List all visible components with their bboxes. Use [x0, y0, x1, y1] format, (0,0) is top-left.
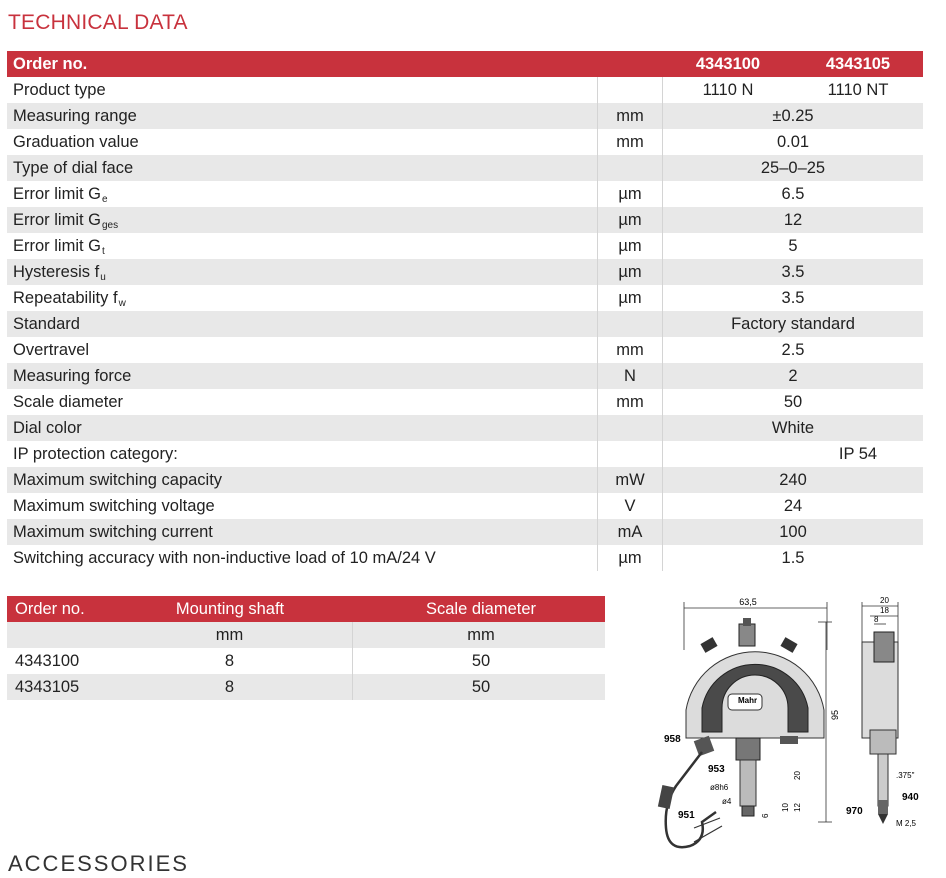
row-label: [13, 103, 137, 129]
row-label: [13, 207, 118, 233]
row-label: [13, 389, 123, 415]
header-order-no: Order no.: [13, 54, 88, 73]
next-section-heading: [8, 851, 189, 876]
row-unit: [597, 311, 663, 337]
table-header-row: [7, 51, 923, 77]
row-value: 3.5: [781, 288, 805, 307]
mount-cell-scale: 50: [471, 677, 491, 696]
mount-header-shaft: Mounting shaft: [175, 599, 285, 618]
row-value: 3.5: [781, 262, 805, 281]
row-unit: µm: [597, 181, 663, 207]
table-row: [7, 545, 923, 571]
row-unit: N: [597, 363, 663, 389]
mount-cell-order: 4343100: [15, 651, 80, 670]
mount-cell-scale: 50: [471, 651, 491, 670]
row-unit: mm: [597, 389, 663, 415]
row-value: 12: [783, 210, 803, 229]
row-label-text: Overtravel: [13, 340, 90, 359]
table-row: [7, 285, 923, 311]
row-value: Factory standard: [731, 314, 855, 333]
label-part-940: 940: [902, 792, 919, 803]
table-row: [7, 259, 923, 285]
row-value-col1: [663, 441, 793, 467]
label-side-thread: .375": [896, 771, 915, 780]
label-side-20: 20: [880, 596, 889, 605]
row-label: [13, 285, 126, 311]
next-section-text: ACCESSORIES: [8, 851, 189, 876]
row-value: 240: [779, 470, 807, 489]
row-value-col2: 1110 NT: [827, 80, 889, 99]
header-col-4343105: 4343105: [825, 54, 891, 73]
row-label: [13, 233, 105, 259]
label-dim-height: 95: [830, 709, 840, 720]
label-side-18: 18: [880, 606, 889, 615]
row-unit: µm: [597, 285, 663, 311]
row-label-subscript: w: [118, 297, 126, 309]
mount-header-order: Order no.: [15, 599, 85, 618]
row-label-text: Standard: [13, 314, 80, 333]
table-row: [7, 363, 923, 389]
mount-header-row: [7, 596, 605, 622]
label-dim-20: 20: [793, 771, 802, 780]
row-label-text: Measuring force: [13, 366, 132, 385]
row-label: [13, 181, 108, 207]
label-side-8: 8: [874, 615, 879, 624]
row-label-text: Error limit G: [13, 210, 101, 229]
row-value: 100: [779, 522, 807, 541]
row-value: 50: [783, 392, 803, 411]
table-row: [7, 207, 923, 233]
row-label-text: Dial color: [13, 418, 82, 437]
row-label-text: Repeatability f: [13, 288, 118, 307]
row-label: Maximum switching current: [13, 522, 213, 541]
row-label: [13, 129, 139, 155]
gauge-side-body: [862, 632, 898, 824]
table-row-ip-protection: [7, 441, 923, 467]
mount-unit-shaft: mm: [107, 622, 353, 648]
row-unit: [597, 415, 663, 441]
row-value: 5: [788, 236, 798, 255]
table-row: [7, 493, 923, 519]
mount-row-4343105: [7, 674, 605, 700]
row-label: [13, 415, 82, 441]
row-label-text: Error limit G: [13, 236, 101, 255]
table-row: [7, 103, 923, 129]
row-unit: mm: [597, 103, 663, 129]
row-unit: µm: [597, 545, 663, 571]
row-label-subscript: t: [102, 245, 105, 257]
row-label: Switching accuracy with non-inductive load of 10 mA/24 V: [13, 548, 436, 567]
label-dim-10: 10: [781, 803, 790, 812]
row-unit: mm: [597, 129, 663, 155]
technical-data-table: [7, 51, 923, 571]
label-tip-dia: ø4: [722, 797, 732, 806]
label-dim-12: 12: [793, 803, 802, 812]
row-label: [13, 363, 131, 389]
label-part-953: 953: [708, 764, 725, 775]
label-shaft-dia: ø8h6: [710, 783, 729, 792]
row-label: Maximum switching voltage: [13, 496, 215, 515]
table-row: [7, 415, 923, 441]
label-dim-6: 6: [761, 813, 770, 818]
brand-logo: Mahr: [738, 696, 758, 705]
row-label-text: Error limit G: [13, 184, 101, 203]
table-row: [7, 467, 923, 493]
row-value: 2.5: [781, 340, 805, 359]
row-label: IP protection category:: [13, 444, 178, 463]
label-part-958: 958: [664, 734, 681, 745]
row-unit: [597, 155, 663, 181]
row-value: ±0.25: [772, 106, 814, 125]
mount-cell-shaft: 8: [107, 674, 353, 700]
row-unit: V: [597, 493, 663, 519]
table-row: [7, 233, 923, 259]
technical-drawing: [640, 590, 936, 870]
row-label: Product type: [13, 80, 106, 99]
row-label: [13, 259, 106, 285]
row-unit: mm: [597, 337, 663, 363]
table-row: [7, 519, 923, 545]
header-col-4343100: 4343100: [695, 54, 761, 73]
table-row-product-type: [7, 77, 923, 103]
label-dim-width: 63,5: [739, 597, 757, 607]
row-unit: µm: [597, 259, 663, 285]
table-row: [7, 337, 923, 363]
row-label-text: Measuring range: [13, 106, 137, 125]
row-label: [13, 337, 89, 363]
mount-unit-scale: mm: [467, 625, 495, 644]
table-row: [7, 181, 923, 207]
mount-header-scale: Scale diameter: [425, 599, 537, 618]
row-value: White: [771, 418, 815, 437]
table-row: [7, 129, 923, 155]
row-label: [13, 155, 133, 181]
mount-cell-order: 4343105: [15, 677, 80, 696]
row-value: 0.01: [776, 132, 810, 151]
mount-units-row: [7, 622, 605, 648]
row-label-text: Type of dial face: [13, 158, 134, 177]
row-unit: mA: [597, 519, 663, 545]
mount-cell-shaft: 8: [107, 648, 353, 674]
row-value: 6.5: [781, 184, 805, 203]
table-row: [7, 155, 923, 181]
row-value: 2: [788, 366, 798, 385]
row-label: Maximum switching capacity: [13, 470, 223, 489]
row-value: 24: [783, 496, 803, 515]
row-unit: [597, 441, 663, 467]
label-part-951: 951: [678, 810, 695, 821]
row-value-col2: IP 54: [838, 444, 878, 463]
row-value-col1: 1110 N: [702, 80, 754, 99]
page-title: TECHNICAL DATA: [8, 11, 188, 34]
row-unit: mW: [597, 467, 663, 493]
row-label-text: Scale diameter: [13, 392, 124, 411]
label-part-970: 970: [846, 806, 863, 817]
row-value: 25–0–25: [760, 158, 826, 177]
row-unit: [597, 77, 663, 103]
row-label-subscript: e: [102, 193, 108, 205]
row-label-subscript: ges: [102, 219, 119, 231]
row-unit: µm: [597, 207, 663, 233]
mounting-table: [7, 596, 605, 700]
label-side-m25: M 2,5: [896, 819, 917, 828]
row-value: 1.5: [781, 548, 805, 567]
mount-row-4343100: [7, 648, 605, 674]
row-label-subscript: u: [100, 271, 106, 283]
row-label: [13, 311, 80, 337]
row-label-text: Graduation value: [13, 132, 139, 151]
row-unit: µm: [597, 233, 663, 259]
row-label-text: Hysteresis f: [13, 262, 100, 281]
table-row: [7, 389, 923, 415]
table-row: [7, 311, 923, 337]
